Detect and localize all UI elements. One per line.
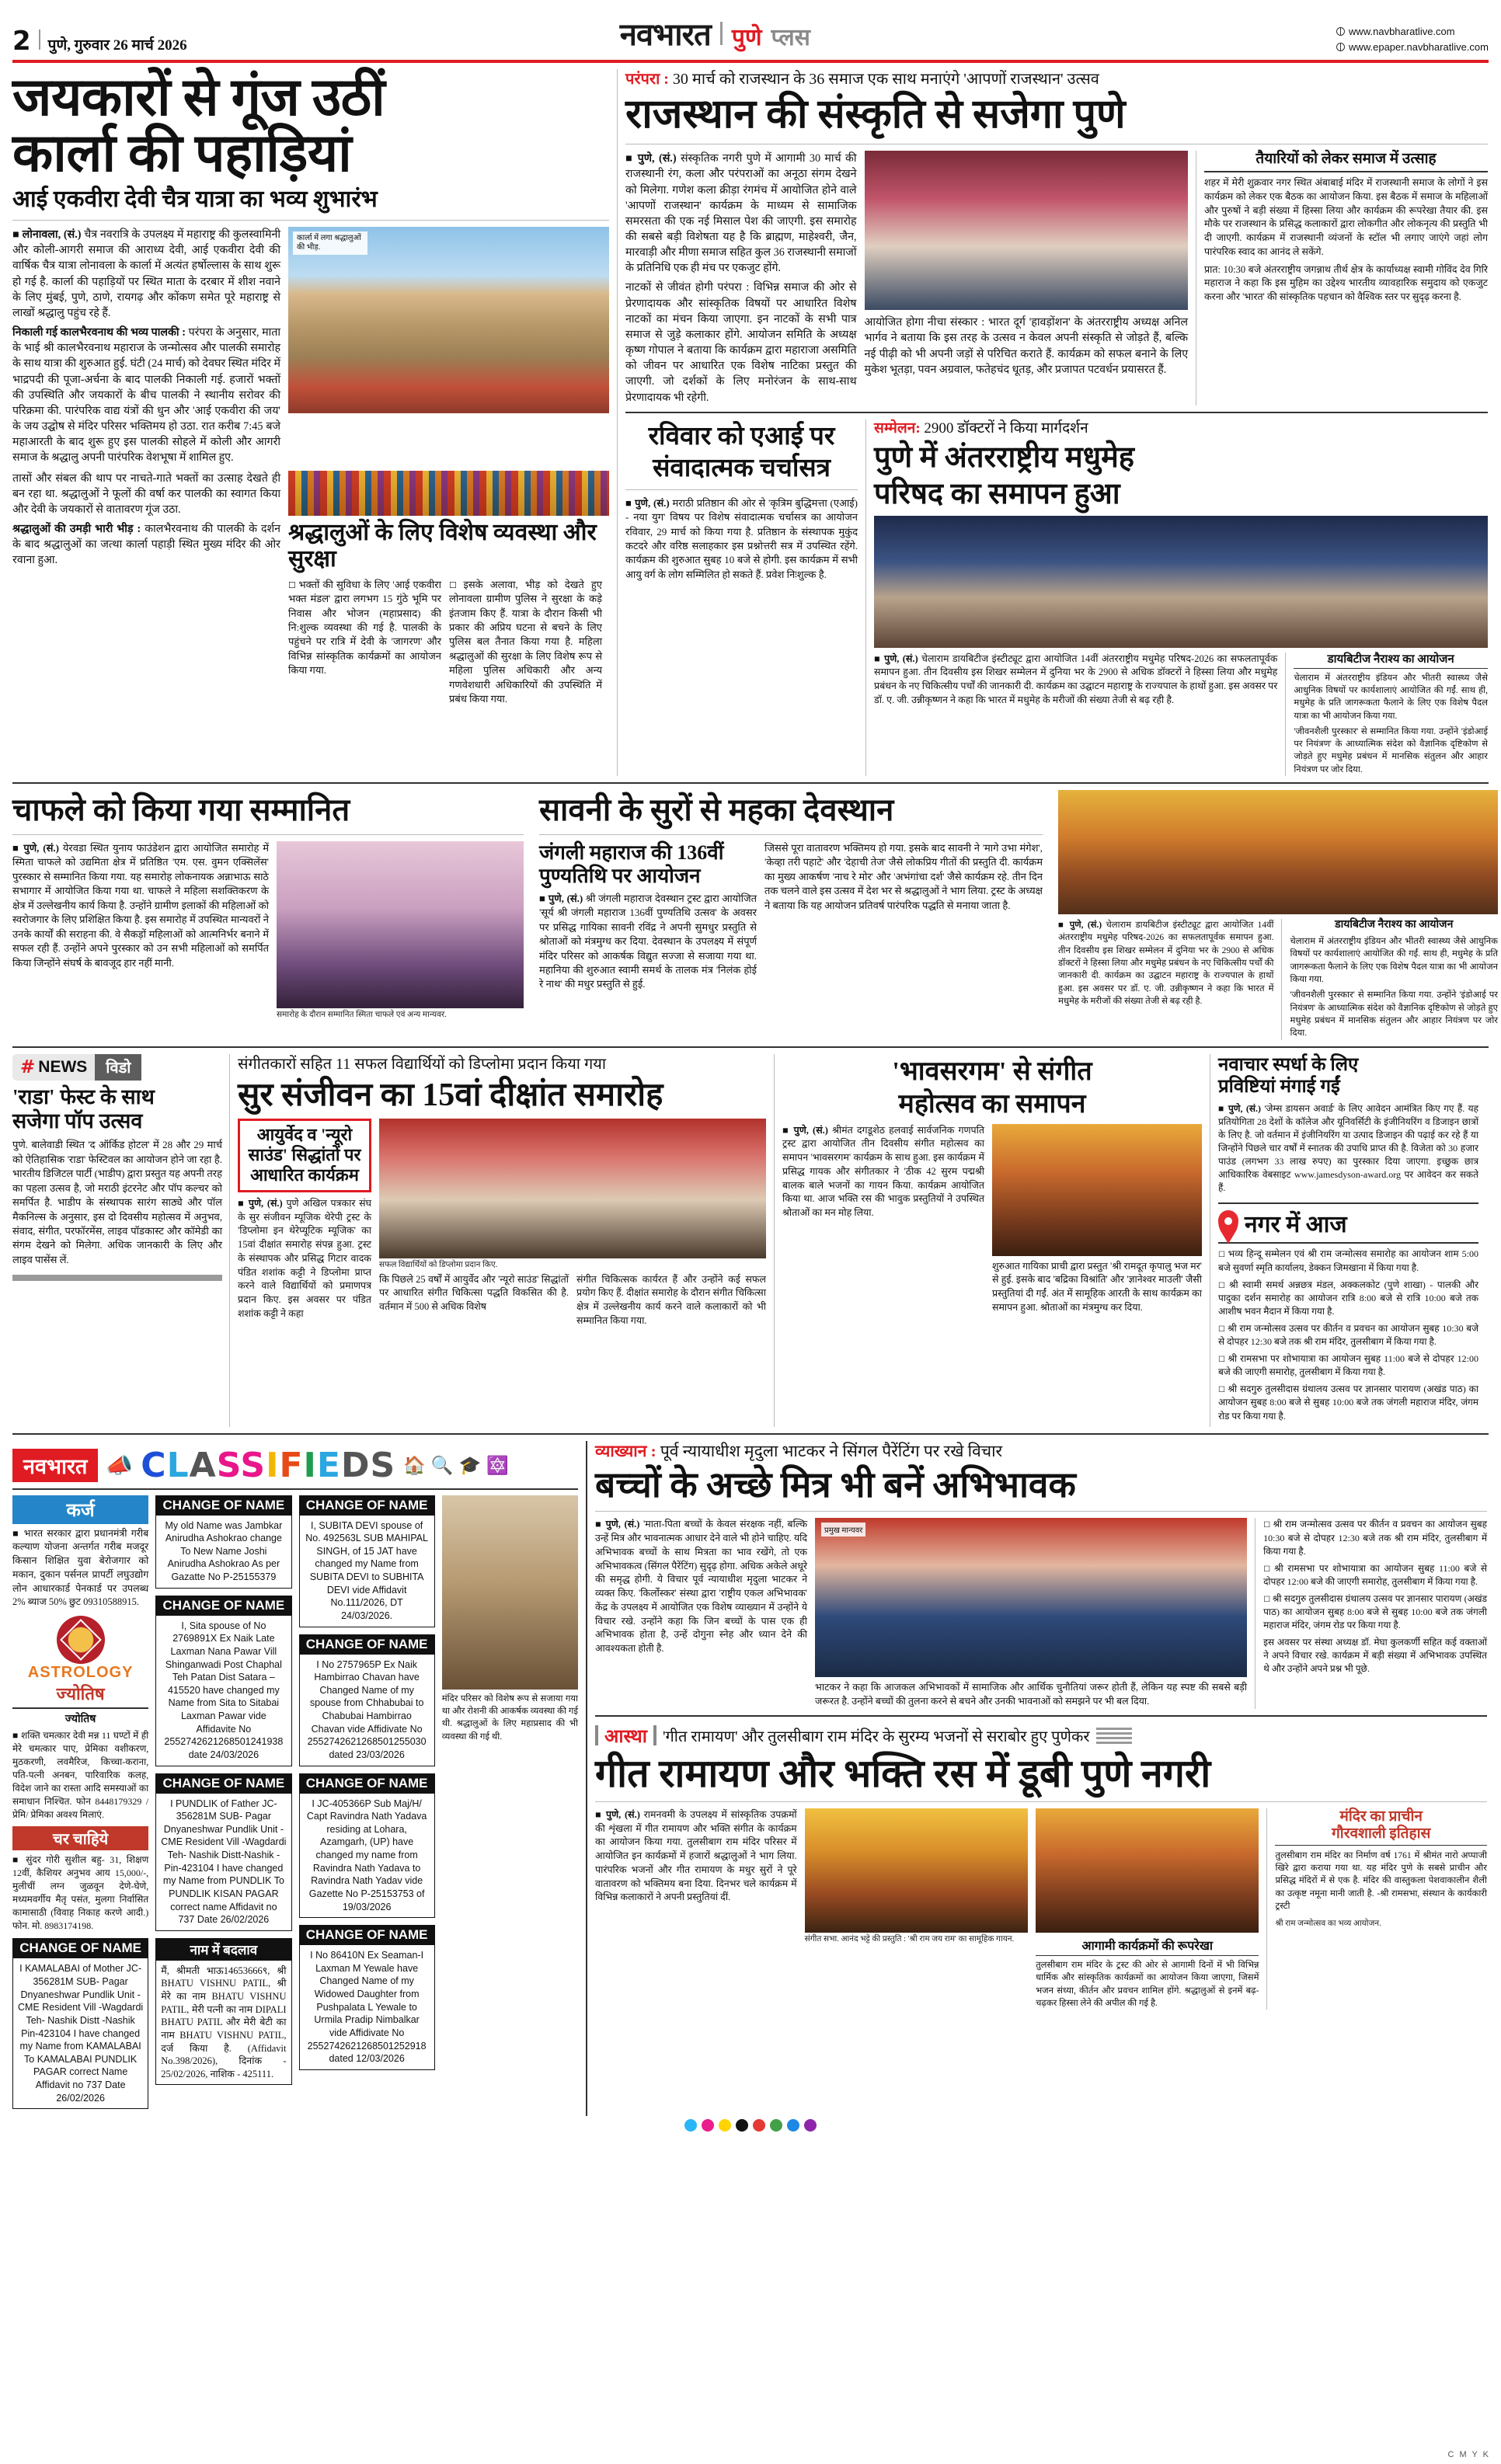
nagar-today-list bbox=[1218, 1248, 1478, 1422]
mandir-history-title-2: गौरवशाली इतिहास bbox=[1275, 1825, 1487, 1846]
ad-body: I No 86410N Ex Seaman-I Laxman M Yewale have Changed Name of my Widowed Daughter from Pushpalata L Yewale to Urmila Pradip Nimbalkar vide Affidivate No 2552742621268501252918 dated 12/03/2026 bbox=[299, 1945, 435, 2070]
classifieds-logo: नवभारत bbox=[12, 1449, 98, 1482]
special-arrangement-title: श्रद्धालुओं के लिए विशेष व्यवस्था और सुरक्षा bbox=[288, 519, 597, 572]
classified-ad bbox=[155, 1495, 291, 1589]
nagar-repeat-4: ☐ श्री रामसभा पर शोभायात्रा का आयोजन सुबह 11:00 बजे से दोपहर 12:00 बजे की जाएगी समारोह, तुलसीबाग में किया गया है. bbox=[1263, 1562, 1487, 1587]
news-badge bbox=[12, 1054, 95, 1081]
vyakhyan-photo bbox=[815, 1518, 1247, 1677]
nagar-item: ☐ भव्य हिन्दू सम्मेलन एवं श्री राम जन्मोत्सव समारोह का आयोजन शाम 5:00 बजे सुवर्णा स्मृति कार्यालय, डेक्कन जिमखाना में किया गया है. bbox=[1218, 1248, 1478, 1273]
location-pin-icon bbox=[1218, 1210, 1238, 1237]
ad-body: I, Sita spouse of No 2769891X Ex Naik Late Laxman Nana Pawar Vill Shinganwadi Post Chaphal Teh Patan Dist Satara – 415520 have changed my Name from Sita to Sitabai Laxman Pawar vide Affidavite No 2552742621268501241938 date 24/03/2026 bbox=[155, 1616, 291, 1766]
lead-dateline: ■ लोनावला, (सं.) bbox=[12, 228, 82, 242]
color-dot bbox=[804, 2119, 817, 2132]
classified-ad bbox=[12, 1938, 148, 2109]
rajasthan-side-kicker: तैयारियों को लेकर समाज में उत्साह bbox=[1204, 151, 1488, 172]
divider bbox=[12, 220, 609, 221]
hash-icon: # bbox=[20, 1056, 36, 1077]
ad-header: CHANGE OF NAME bbox=[155, 1773, 291, 1794]
website-epaper[interactable]: www.epaper.navbharatlive.com bbox=[1349, 40, 1489, 53]
ad-body: I PUNDLIK of Father JC-356281M SUB- Pagar Dnyaneshwar Pundlik Unit -CME Resident Vill -Wagdardi Teh- Nashik Distt-Nashik - Pin-423104 I have changed my Name from PUNDLIK To PUNDLIK KISAN PAGAR correct name Affidavit no 737 Date 26/02/2026 bbox=[155, 1794, 291, 1931]
rajasthan-body-2: नाटकों से जीवंत होगी परंपरा : विभिन्न समाज की ओर से प्रेरणादायक और सांस्कृतिक विषयों पर आधारित विशेष नाटकों का मंचन किया जाएगा. इन नाटकों के सभी पात्र समाज से जुड़े कलाकार होंगे. आयोजन समिति के अध्यक्ष कृष्ण गोपाल ने बताया कि कार्यक्रम द्वारा महाराजा असमिति को जीवन पर आधारित एक विशेष नाटिका प्रस्तुत की जाएगी. जो दर्शकों के लिए मनोरंजन के साथ-साथ प्रेरणादायक भी रहेगी. bbox=[625, 281, 857, 404]
tag-bar bbox=[595, 1725, 598, 1745]
news-video-article bbox=[12, 1054, 230, 1427]
classified-ad bbox=[155, 1596, 291, 1766]
column-divider bbox=[774, 1054, 775, 1427]
astrology-ad-body: ■ शक्ति चमत्कार देवी मन्न 11 घण्टों में ही मेरे चमत्कार पाए, प्रेमिका वशीकरण, मुठकरणी, लवमैरिज, किच्चा-कराना, पति-पत्नी अनबन, पारिवारिक कलह, विदेश जाने का रास्ता आदि समस्याओं का समाधान निश्चित. फोन 8448179329 / प्रेमि/ प्रेमिका अवश्य मिलाएं. bbox=[12, 1730, 149, 1821]
video-label: विडो bbox=[95, 1054, 141, 1081]
ad-header: CHANGE OF NAME bbox=[155, 1596, 291, 1616]
ad-header: CHANGE OF NAME bbox=[299, 1925, 435, 1945]
lead-article bbox=[12, 69, 609, 776]
classifieds-col-3 bbox=[299, 1495, 435, 2117]
website-main[interactable]: www.navbharatlive.com bbox=[1349, 26, 1455, 37]
color-dot bbox=[753, 2119, 765, 2132]
savani-body: ■ पुणे, (सं.) श्री जंगली महाराज देवस्थान ट्रस्ट द्वारा आयोजित 'सूर्य श्री जंगली महाराज 136वीं पुण्यतिथि उत्सव' के अवसर पर प्रसिद्ध गायिका सावनी रविंद्र ने अपनी सुमधुर प्रस्तुति से श्रोताओं को मंत्रमुग्ध कर दिया. देवस्थान के उपलक्ष्य में संपूर्ण मंदिर परिसर को आकर्षक विद्युत सज्जा से सजाया गया था. महानिया की शुरुआत स्वामी समर्थ के तालक मंत्र 'निलंक होई रे नाथ' की मधुर प्रस्तुति से हुई. bbox=[539, 892, 757, 990]
cmyk-mark: C M Y K bbox=[1447, 2450, 1490, 2459]
savani-body-2: जिससे पूरा वातावरण भक्तिमय हो गया. इसके बाद सावनी ने 'मागे उभा मंगेश', 'केव्हा तरी पहाटे' और 'देहाची तेज' जैसे लोकप्रिय गीतों की प्रस्तुति दी. कार्यक्रम का मुख्य आकर्षण 'नाच रे मोर' और 'अभंगांचा दर्श' जैसे कार्यक्रम रहे. तीन दिन तक चलने वाले इस उत्सव में देश भर से श्रद्धालुओं ने भाग लिया. ट्रस्ट के अध्यक्ष ने बताया कि यह आयोजन प्रतिवर्ष पारंपरिक पद्धति से मनाया जाता है. bbox=[764, 841, 1043, 911]
lead-photo-karla-hill: कार्ला में लगा श्रद्धालुओं की भीड़. bbox=[288, 227, 609, 413]
divider bbox=[595, 1511, 1487, 1512]
logo-separator bbox=[720, 22, 723, 45]
diabetes-side-title: डायबिटीज नैराश्य का आयोजन bbox=[1335, 919, 1454, 931]
lead-body-2: निकाली गई कालभैरवनाथ की भव्य पालकी : परंपरा के अनुसार, माता के भाई श्री कालभैरवनाथ महाराज के जन्मोत्सव और पालकी समारोह के साथ यात्रा की शुरुआत हुई. घंटी (24 मार्च) को देवघर स्थित मंदिर में भाद्रपदी की पूजा-अर्चना के बाद पालकी निकाली गई. हजारों भक्तों की उपस्थिति और जयकारों के बीच पालकी ने स्थानीय सरोवर की परिक्रमा की. पारंपरिक वाद्य यंत्रों की धुन और 'आई एकवीरा की जय' के जय उद्घोष से मंदिर परिसर भक्तिमय हो उठा. रात करीब 7:45 बजे महाआरती के बाद शुरू हुए इस पालकी सोहले में कोली और आगरी समाज के श्रद्धालु अपनी पारंपरिक वेशभूषा में शामिल हुए. bbox=[12, 326, 281, 465]
graduation-cap-icon: 🎓 bbox=[458, 1454, 482, 1475]
second-band bbox=[12, 790, 1498, 1039]
ad-header: CHANGE OF NAME bbox=[299, 1495, 435, 1516]
devasthan-photo bbox=[1058, 790, 1498, 914]
madhumeh-photo bbox=[874, 516, 1488, 648]
color-dot bbox=[684, 2119, 697, 2132]
bhav-body: ■ पुणे, (सं.) श्रीमंत दगडूशेठ हलवाई सार्वजनिक गणपति ट्रस्ट द्वारा आयोजित तीन दिवसीय संगीत महोत्सव का समापन 'भावसरगम' कार्यक्रम के साथ हुआ. इस कार्यक्रम में प्रसिद्ध गायक और संगीतकार ने 'ठीक 42 सुरम पद्मश्री बालक बाले भजनों का गायन किया. कार्यक्रम आयोजित किया था. आज भक्ति रस की भावुक प्रस्तुतियों ने उपस्थित श्रोताओं का मन मोह लिया. bbox=[782, 1124, 984, 1219]
geet-caption-1: संगीत सभा. आनंद भट्टे की प्रस्तुति : 'श्री राम जय राम' का सामूहिक गायन. bbox=[804, 1934, 1015, 1944]
bottom-section bbox=[12, 1441, 1489, 2117]
diabetes-side-body: चेलाराम में अंतरराष्ट्रीय इंडियन और भीतरी स्वास्थ्य जैसे आधुनिक विषयों पर कार्यशालाएं आयोजित की गईं. साथ ही, मधुमेह के प्रति जागरूकता फैलाने के लिए एक विशेष पैदल यात्रा का भी आयोजन किया गया. bbox=[1290, 936, 1498, 984]
ad-body: मैं, श्रीमती भाऊ14653666९, श्री BHATU VISHNU PATIL, श्री मेरे का नाम BHATU VISHNU PATIL, मेरी पत्नी का नाम DIPALI BHATU PATIL और मेरी बेटी का नाम BHATU VISHNU PATIL, दर्ज किया है. (Affidavit No.398/2026), दिनांक - 25/02/2026, नाशिक - 425111. bbox=[155, 1961, 291, 2086]
bhav-photo bbox=[992, 1124, 1202, 1256]
loan-section-header: कर्ज bbox=[12, 1495, 148, 1524]
classified-ad bbox=[299, 1495, 435, 1627]
sur-caption: सफल विद्यार्थियों को डिप्लोमा प्रदान किए. bbox=[379, 1260, 498, 1269]
ad-header: CHANGE OF NAME bbox=[299, 1634, 435, 1655]
astrology-emblem bbox=[12, 1616, 148, 1726]
logo-city: पुणे bbox=[731, 25, 762, 50]
savani-headline: सावनी के सुरों से महका देवस्थान bbox=[539, 792, 894, 828]
geet-side-title: आगामी कार्यक्रमों की रूपरेखा bbox=[1036, 1937, 1259, 1956]
ravivar-body: ■ पुणे, (सं.) मराठी प्रतिष्ठान की ओर से 'कृत्रिम बुद्धिमत्ता (एआई) - नया युग' विषय पर विशेष संवादात्मक चर्चासत्र का आयोजन रविवार, 29 मार्च को किया गया है. प्रतिष्ठान के संस्थापक मुकुंद कटदरे और वरिष्ठ सलाहकार इस प्रश्नोत्तरी सत्र में उपस्थित रहेंगे. कार्यक्रम की शुरुआत सुबह 10 बजे से होगी. इस कार्यक्रम में सभी आयु वर्ग के लोग सम्मिलित हो सकते हैं. प्रवेश निःशुल्क है. bbox=[625, 496, 858, 580]
lead-body-3: तासों और संबल की थाप पर नाचते-गाते भक्तों का उत्साह देखते ही बन रहा था. श्रद्धालुओं ने फूलों की वर्षा कर पालकी का स्वागत किया और देवी के जयकारों से वातावरण गूंज उठा. bbox=[12, 472, 280, 516]
vyakhyan-body-3: इस अवसर पर संस्था अध्यक्ष डॉ. मेघा कुलकर्णी सहित कई वक्ताओं ने अपने विचार रखे. कार्यक्रम में बड़ी संख्या में अभिभावक उपस्थित थे और उन्होंने अपने प्रश्न भी पूछे. bbox=[1263, 1637, 1487, 1675]
column-divider bbox=[1285, 653, 1286, 777]
mandir-history-title-1: मंदिर का प्राचीन bbox=[1339, 1808, 1423, 1825]
classifieds-word: CLASSIFIEDS bbox=[141, 1445, 396, 1485]
color-dot bbox=[719, 2119, 731, 2132]
savani-subhead-2: पुण्यतिथि पर आयोजन bbox=[539, 864, 701, 887]
ad-header: CHANGE OF NAME bbox=[299, 1773, 435, 1794]
chaphale-article bbox=[12, 790, 524, 1039]
color-dot bbox=[787, 2119, 799, 2132]
logo-navbharat: नवभारत bbox=[619, 17, 711, 52]
rajasthan-article bbox=[625, 69, 1488, 776]
sur-kicker: संगीतकारों सहित 11 सफल विद्यार्थियों को डिप्लोमा प्रदान किया गया bbox=[238, 1055, 607, 1073]
divider bbox=[595, 1715, 1487, 1717]
char-section-header: चर चाहिये bbox=[12, 1826, 148, 1850]
navachar-body: ■ पुणे, (सं.) 'जेम्स डायसन अवार्ड' के लिए आवेदन आमंत्रित किए गए हैं. यह प्रतियोगिता 28 देशों के कॉलेज और यूनिवर्सिटी के इंजीनियरिंग व डिजाइन छात्रों के लिए है. जो वर्तमान में इंजीनियरिंग या उत्पाद डिजाइन की पढ़ाई कर रहे हैं या जिन्होंने पिछले चार वर्षों में स्नातक की उपाधि प्राप्त की है. विजेता को 30 हजार पाउंड (लगभग 33 लाख रुपए) का पुरस्कार दिया जाएगा. इच्छुक छात्र आधिकारिक वेबसाइट www.jamesdyson-award.org पर आवेदन कर सकते हैं. bbox=[1218, 1103, 1478, 1194]
astrology-icon: 🔯 bbox=[486, 1454, 509, 1475]
astrology-sub: ज्योतिष bbox=[64, 1714, 96, 1726]
ad-body: I, SUBITA DEVI spouse of No. 492563L SUB MAHIPAL SINGH, of 15 JAT have changed my Name from SUBITA DEVI to SUBHITA DEVI vide Affidavit No.111/2026, DT 24/03/2026. bbox=[299, 1516, 435, 1627]
box-item-2: ☐ इसके अलावा, भीड़ को देखते हुए लोनावला ग्रामीण पुलिस ने सुरक्षा के कड़े इंतजाम किए हैं. यात्रा के दौरान किसी भी प्रकार की अप्रिय घटना से बचने के लिए पुलिस बल तैनात किया गया है. महिला श्रद्धालुओं की सुरक्षा के लिए विशेष रूप से महिला पुलिस अधिकारी और अन्य गणवेशधारी अधिकारियों की उपस्थिति में प्रबंध किया गया. bbox=[449, 578, 602, 705]
classified-ad bbox=[155, 1773, 291, 1931]
bhav-headline-1: 'भावसरगम' से संगीत bbox=[892, 1056, 1092, 1086]
lead-headline-line2: कार्ला की पहाड़ियां bbox=[12, 124, 352, 183]
sur-headline: सुर संजीवन का 15वां दीक्षांत समारोह bbox=[238, 1077, 663, 1113]
ravivar-headline-2: संवादात्मक चर्चासत्र bbox=[653, 454, 831, 482]
rada-body: पुणे. बालेवाडी स्थित 'द ऑर्किड होटल' में 28 और 29 मार्च को ऐतिहासिक 'राडा' फेस्टिवल का आयोजन होने जा रहा है. भारतीय डिजिटल पार्टी (भाडीप) द्वारा प्रस्तुत यह अपनी तरह का पहला उत्सव है, जो मराठी इंटरनेट और पॉप कल्चर को समर्पित है. भाडीप के संस्थापक सारंग साठ्ये और पॉल मैकनिल्स के अनुसार, इस दो दिवसीय महोत्सव में अनुभव, संवाद, संगीत, परफॉरमेंस, लाइव पॉडकास्ट और कॉमेडी का संगम देखने को मिलेगा. अधिक जानकारी के लिए और लाइव पासेंस लें. bbox=[12, 1139, 222, 1265]
footer-bar bbox=[12, 1275, 222, 1281]
divider bbox=[539, 834, 1043, 835]
divider bbox=[595, 1801, 1487, 1802]
news-label: NEWS bbox=[38, 1057, 88, 1076]
ad-body: I No 2757965P Ex Naik Hambirrao Chavan have Changed Name of my spouse from Chhabubai to Chabubai Hambirrao Chavan vide Affidivate No 2552742621268501255030 dated 23/03/2026 bbox=[299, 1655, 435, 1766]
madhumeh-article bbox=[874, 419, 1488, 776]
third-band bbox=[12, 1054, 1489, 1427]
madhumeh-side-body: चेलाराम में अंतरराष्ट्रीय इंडियन और भीतरी स्वास्थ्य जैसे आधुनिक विषयों पर कार्यशालाएं आयोजित की गईं. साथ ही, मधुमेह के प्रति जागरूकता फैलाने के लिए एक विशेष पैदल यात्रा का भी आयोजन किया गया. bbox=[1294, 673, 1488, 721]
char-ad-body: ■ सुंदर गोरी सुशील बहु- 31, शिक्षण 12वीं, कैशियर अनुभव आय 15,000/-, मुलीचीं लग्न जुळवून देणे-घेणे, मध्यमवर्गीय मैतृ पसंत, मुलगा निर्वासित कामासाठी (विवाह निकाह करणे आदी.) फोन. मो. 8983174198. bbox=[12, 1854, 149, 1932]
nagar-item: ☐ श्री रामसभा पर शोभायात्रा का आयोजन सुबह 11:00 बजे से दोपहर 12:00 बजे की जाएगी समारोह, तुलसीबाग में किया गया है. bbox=[1218, 1353, 1479, 1378]
masthead-left bbox=[12, 26, 187, 57]
chaphale-headline: चाफले को किया गया सम्मानित bbox=[12, 792, 350, 828]
column-divider bbox=[1266, 1808, 1267, 2010]
ad-body: I JC-405366P Sub Maj/H/ Capt Ravindra Nath Yadava residing at Lohara, Azamgarh, (UP) have changed my name from Ravindra Nath Yadava to Ravindra Nath Yadav vide Gazette No P-25153753 of 19/03/2026 bbox=[299, 1794, 435, 1919]
sur-body-3: संगीत चिकित्सक कार्यरत हैं और उन्होंने कई सफल प्रयोग किए हैं. दीक्षांत समारोह के दौरान संगीत चिकित्सा क्षेत्र में उल्लेखनीय कार्य करने वाले कलाकारों को भी सम्मानित किया गया. bbox=[576, 1273, 766, 1326]
section-divider bbox=[12, 1046, 1489, 1048]
geet-kicker: 'गीत रामायण' और तुलसीबाग राम मंदिर के सुरम्य भजनों से सराबोर हुए पुणेकर bbox=[662, 1728, 1090, 1745]
madhumeh-side-title: डायबिटीज नैराश्य का आयोजन bbox=[1294, 653, 1488, 669]
house-icon: 🏠 bbox=[403, 1454, 426, 1475]
rajasthan-body-1: ■ पुणे, (सं.) संस्कृतिक नगरी पुणे में आगामी 30 मार्च की राजस्थानी रंग, कला और परंपराओं का अनूठा संगम देखने को मिलेगा. गणेश कला क्रीड़ा रंगमंच में आयोजित होने वाले 'आपणों राजस्थान' कार्यक्रम के माध्यम से सामाजिक समरसता की एक नई मिसाल पेश की जाएगी. इस समारोह की सबसे बड़ी विशेषता यह है कि ब्राह्मण, माहेश्वरी, जैन, मारवाड़ी और मीणा समाज सहित कुल 36 राजस्थानी समाजों के प्रतिनिधि एक ही मंच पर एकजुट होंगे. bbox=[625, 152, 857, 275]
madhumeh-kicker: सम्मेलन: 2900 डॉक्टरों ने किया मार्गदर्शन bbox=[874, 419, 1088, 437]
lines-icon bbox=[1096, 1728, 1132, 1744]
ad-body: My old Name was Jambkar Anirudha Ashokrao change To New Name Joshi Anirudha Ashokrao As per Gazatte No P-25155379 bbox=[155, 1516, 291, 1589]
bhav-body-2: शुरुआत गायिका प्राची द्वारा प्रस्तुत 'श्री रामदूत कृपालु भज मर' से हुई. इसके बाद 'बद्रिका विश्रांति' और 'ज्ञानेश्वर माउली' जैसी प्रस्तुतियां दी गईं. अंत में सामूहिक आरती के साथ कार्यक्रम का समापन हुआ. श्रोताओं का मंत्रमुग्ध कर दिया. bbox=[992, 1260, 1202, 1313]
rada-headline-1: 'राडा' फेस्ट के साथ bbox=[12, 1084, 155, 1108]
rajasthan-headline: राजस्थान की संस्कृति से सजेगा पुणे bbox=[625, 92, 1126, 137]
classified-ad bbox=[299, 1634, 435, 1766]
megaphone-icon: 📣 bbox=[106, 1453, 134, 1477]
sur-photo bbox=[379, 1119, 766, 1258]
search-icon: 🔍 bbox=[430, 1454, 454, 1475]
vyakhyan-kicker: व्याख्यान : पूर्व न्यायाधीश मृदुला भाटकर ने सिंगल पैरेंटिंग पर रखे विचार bbox=[595, 1441, 1003, 1460]
geet-photo-1 bbox=[805, 1808, 1028, 1933]
madhumeh-body: ■ पुणे, (सं.) चेलाराम डायबिटीज इंस्टीट्यूट द्वारा आयोजित 14वीं अंतरराष्ट्रीय मधुमेह परिषद-2026 का सफलतापूर्वक समापन हुआ. तीन दिवसीय इस शिखर सम्मेलन में दुनिया भर के 2900 से अधिक डॉक्टरों ने हिस्सा लिया और मधुमेह प्रबंधन के नए चिकित्सीय पर्चों की जानकारी दी. कार्यक्रम का उद्घाटन महाराष्ट्र के राज्यपाल के हाथों हुआ. इस अवसर पर डॉ. ए. जी. उन्नीकृष्णन ने कहा कि भारत में मधुमेह के मरीजों की संख्या तेजी से बढ़ रही है. bbox=[874, 653, 1278, 705]
nagar-repeat-5: ☐ श्री सदगुरु तुलसीदास ग्रंथालय उत्सव पर ज्ञानसार पारायण (अखंड पाठ) का आयोजन सुबह 8:00 बजे से सुबह 10:00 बजे तक जंगली महाराज मंदिर, जंगम रोड पर किया गया है. bbox=[1263, 1592, 1488, 1631]
classifieds-col-1 bbox=[12, 1495, 148, 2117]
column-divider bbox=[617, 69, 618, 776]
temple-figure-photo bbox=[442, 1495, 578, 1690]
date-line: पुणे, गुरुवार 26 मार्च 2026 bbox=[47, 37, 187, 54]
nagar-repeat-3: ☐ श्री राम जन्मोत्सव उत्सव पर कीर्तन व प्रवचन का आयोजन सुबह 10:30 बजे से दोपहर 12:30 बजे तक श्री राम मंदिर, तुलसीबाग में किया गया है. bbox=[1263, 1519, 1487, 1557]
classifieds-col-4 bbox=[442, 1495, 578, 2117]
right-bottom-section bbox=[595, 1441, 1487, 2117]
sur-box-headline: आयुर्वेद व 'न्यूरो साउंड' सिद्धांतों पर आधारित कार्यक्रम bbox=[238, 1119, 371, 1192]
geet-ramayan-article bbox=[595, 1723, 1487, 2010]
color-dot bbox=[736, 2119, 748, 2132]
astrology-star-icon bbox=[57, 1616, 105, 1664]
ad-header: CHANGE OF NAME bbox=[155, 1495, 291, 1516]
section-divider bbox=[12, 782, 1489, 784]
devasthan-photo-block bbox=[1058, 790, 1498, 1039]
savani-article bbox=[539, 790, 1043, 1039]
masthead-logo[interactable] bbox=[620, 12, 810, 54]
color-dot bbox=[702, 2119, 714, 2132]
aastha-label: आस्था bbox=[604, 1726, 647, 1747]
classifieds-icons bbox=[403, 1455, 509, 1476]
lead-photo-crowd bbox=[288, 471, 609, 516]
geet-body: ■ पुणे, (सं.) रामनवमी के उपलक्ष्य में सांस्कृतिक उपक्रमों की शृंखला में गीत रामायण और भक्ति संगीत के कार्यक्रम का आयोजन किया गया. तुलसीबाग राम मंदिर परिसर में आयोजित इन कार्यक्रमों में हजारों श्रद्धालुओं ने भाग लिया. पारंपरिक भजनों और गीत रामायण के मधुर सुरों ने पूरे वातावरण को भक्तिमय बना दिया. दिनभर चले कार्यक्रम में विभिन्न कलाकारों ने अपनी प्रस्तुतियां दीं. bbox=[595, 1808, 797, 1903]
nagar-today-header bbox=[1218, 1202, 1478, 1244]
tag-bar bbox=[653, 1725, 656, 1745]
news-video-badge[interactable] bbox=[12, 1054, 179, 1081]
color-dot bbox=[770, 2119, 782, 2132]
column-divider bbox=[1281, 919, 1282, 1039]
geet-caption-2: श्री राम जन्मोत्सव का भव्य आयोजन. bbox=[1275, 1919, 1381, 1929]
nagar-item: ☐ श्री राम जन्मोत्सव उत्सव पर कीर्तन व प्रवचन का आयोजन सुबह 10:30 बजे से दोपहर 12:30 बजे तक श्री राम मंदिर, तुलसीबाग में किया गया है. bbox=[1218, 1322, 1478, 1348]
classified-ad bbox=[155, 1938, 291, 2086]
photo-label: प्रमुख मान्यवर bbox=[821, 1523, 865, 1537]
rada-headline-2: सजेगा पॉप उत्सव bbox=[12, 1109, 143, 1133]
lead-body-4: श्रद्धालुओं की उमड़ी भारी भीड़ : कालभैरवनाथ की पालकी के दर्शन के बाद श्रद्धालुओं का जत्था कार्ला पहाड़ी स्थित मुख्य मंदिर की ओर रवाना हुआ. bbox=[12, 522, 281, 567]
top-section bbox=[12, 69, 1489, 776]
rajasthan-photo bbox=[865, 151, 1189, 310]
vyakhyan-body-2: भाटकर ने कहा कि आजकल अभिभावकों में सामाजिक और आर्थिक चुनौतियां जरूर होती हैं, लेकिन यह स्पष्ट की सबसे बड़ी जरूरत है. उन्होंने बच्चों की तुलना करने से बचने और उनकी भावनाओं को समझने पर भी बल दिया. bbox=[815, 1682, 1248, 1707]
rajasthan-body-3: आयोजित होगा नीचा संस्कार : भारत दूर्ग 'हावड़ोंशन' के अंतरराष्ट्रीय अध्यक्ष अनिल भार्गव ने बताया कि इस तरह के उत्सव न केवल अपनी संस्कृति से जोड़ते हैं, बल्कि नई पीढ़ी को भी अपनी जड़ों से परिचित कराते हैं. कार्यक्रम को सफल बनाने के लिए मुकेश भूतड़ा, पवन अग्रवाल, फतेहचंद धूतड़, और प्रजापत पटवर्धन प्रयासरत हैं. bbox=[864, 316, 1189, 376]
box-item-1: ☐ भक्तों की सुविधा के लिए 'आई एकवीरा भक्त मंडल' द्वारा लगभग 15 गुंठे भूमि पर निवास और भोजन (महाप्रसाद) की नि:शुल्क व्यवस्था की गई है. पालकी के पहुंचने पर रात्रि में देवी के 'जागरण' और विभिन्न सांस्कृतिक कार्यक्रमों का आयोजन किया गया. bbox=[288, 578, 441, 677]
mandir-note: मंदिर परिसर को विशेष रूप से सजाया गया था और रोशनी की आकर्षक व्यवस्था की गई थी. श्रद्धालुओं के लिए महाप्रसाद की भी व्यवस्था की गई थी. bbox=[441, 1693, 578, 1742]
nagar-item: ☐ श्री सदगुरु तुलसीदास ग्रंथालय उत्सव पर ज्ञानसार पारायण (अखंड पाठ) का आयोजन सुबह 8:00 बजे से सुबह 10:00 बजे तक जंगली महाराज मंदिर, जंगम रोड पर किया गया है. bbox=[1218, 1383, 1479, 1422]
vyakhyan-headline: बच्चों के अच्छे मित्र भी बनें अभिभावक bbox=[595, 1464, 1076, 1505]
divider bbox=[12, 834, 524, 835]
globe-icon bbox=[1336, 27, 1345, 36]
vyakhyan-body: ■ पुणे, (सं.) 'माता-पिता बच्चों के केवल संरक्षक नहीं, बल्कि उन्हें मित्र और भावनात्मक आधार देने वाले भी होने चाहिए. यदि अभिभावक बच्चों के साथ मित्रता का भाव रखेंगे, तो एक अभिभावकत्व (सिंगल पैरेंटिंग) सुदृढ़ होगा. अधिक अकेले अधूरे की समृद्ध होगी. ये विचार पूर्व न्यायाधीश मृदुला भाटकर ने व्यक्त किए. 'किर्लोस्कर' संस्था द्वारा 'राष्ट्रीय एकल अभिभावक' केंद्र के उपलक्ष्य में आयोजित एक विशेष व्याख्यान में उन्होंने ये विचार रखे. उन्होंने कहा कि जिन बच्चों के पास एक ही अभिभावक होता है, उन्हें दोगुना स्नेह और ध्यान देने की आवश्यकता होती है. bbox=[595, 1519, 808, 1655]
geet-photo-2 bbox=[1036, 1808, 1259, 1933]
sur-body: ■ पुणे, (सं.) पुणे अखिल पत्रकार संघ के सुर संजीवन म्यूजिक थेरेपी ट्रस्ट के 'डिप्लोमा इन थेरेप्यूटिक म्यूजिक' का 15वां दीक्षांत समारोह संपन्न हुआ. ट्रस्ट के संस्थापक और प्रसिद्ध गिटार वादक पंडित शशांक कट्टी ने डिप्लोमा प्राप्त करने वाले विद्यार्थियों को प्रमाणपत्र प्रदान किए. इस अवसर पर पंडित शशांक कट्टी ने कहा bbox=[238, 1197, 372, 1319]
loan-ad-body: ■ भारत सरकार द्वारा प्रधानमंत्री गरीब कल्याण योजना अन्तर्गत गरीब मजदूर किसान शिक्षित युवा बेरोजगार को मकान, दुकान पर्सनल प्रापर्टी लघुउद्योग लोन आधारकार्ड पेनकार्ड पर उपलब्ध 2% ब्याज 50% छुट 09310588915. bbox=[12, 1527, 149, 1608]
rajasthan-side-body-2: प्रात: 10:30 बजे अंतरराष्ट्रीय जगन्नाथ तीर्थ क्षेत्र के कार्याध्यक्ष स्वामी गोविंद देव गिरि महाराज ने कहा कि इस मुहिम का उद्देश्य भारतीय व्यावहारिक समुदाय को एकजुट करना और 'भारत' की सांस्कृतिक पहचान को वैश्विक स्तर पर सुदृढ़ करना है. bbox=[1204, 263, 1488, 303]
rajasthan-kicker: परंपरा : 30 मार्च को राजस्थान के 36 समाज एक साथ मनाएंगे 'आपणों राजस्थान' उत्सव bbox=[625, 71, 1099, 88]
madhumeh-extra-1: ■ पुणे, (सं.) चेलाराम डायबिटीज इंस्टीट्यूट द्वारा आयोजित 14वीं अंतरराष्ट्रीय मधुमेह परिषद-2026 का सफलतापूर्वक समापन हुआ. तीन दिवसीय इस शिखर सम्मेलन में दुनिया भर के 2900 से अधिक डॉक्टरों ने हिस्सा लिया और मधुमेह प्रबंधन के नए चिकित्सीय पर्चों की जानकारी दी. कार्यक्रम का उद्घाटन महाराष्ट्र के राज्यपाल के हाथों हुआ. इस अवसर पर डॉ. ए. जी. उन्नीकृष्णन ने कहा कि भारत में मधुमेह के मरीजों की संख्या तेजी से बढ़ रही है. bbox=[1058, 921, 1274, 1007]
lead-subheadline: आई एकवीरा देवी चैत्र यात्रा का भव्य शुभारंभ bbox=[12, 186, 378, 213]
sur-sanjivan-article bbox=[238, 1054, 766, 1427]
diabetes-side-body-2: 'जीवनशैली पुरस्कार' से सम्मानित किया गया. उन्होंने 'इंडोआई पर नियंत्रण' के आध्यात्मिक संदेश को वैज्ञानिक दृष्टिकोण से जोड़ते हुए मधुमेह प्रबंधन में मानसिक संतुलन और आहार नियंत्रण पर जोर दिया. bbox=[1290, 990, 1498, 1039]
madhumeh-headline-1: पुणे में अंतरराष्ट्रीय मधुमेह bbox=[874, 441, 1134, 475]
astrology-title-en: ASTROLOGY bbox=[27, 1664, 134, 1682]
page-number: 2 bbox=[12, 26, 31, 57]
classified-ad bbox=[299, 1773, 435, 1919]
nagar-today-title: नगर में आज bbox=[1245, 1212, 1347, 1238]
ad-header: CHANGE OF NAME bbox=[12, 1938, 148, 1958]
lead-body-1: ■ लोनावला, (सं.) चैत्र नवरात्रि के उपलक्ष्य में महाराष्ट्र की कुलस्वामिनी और कोली-आगरी समाज की आराध्य देवी, आई एकवीरा देवी की वार्षिक चैत्र यात्रा लोनावला के कार्ला में अत्यंत हर्षोल्लास के साथ शुरू हो गई है. कार्ला की पहाड़ियों पर स्थित माता के दरबार में शीश नवाने के लिए मुंबई, पुणे, ठाणे, रायगढ़ और कोंकण समेत पूरे महाराष्ट्र से लाखों श्रद्धालु पहुंच रहे हैं. bbox=[12, 228, 281, 319]
navachar-headline-1: नवाचार स्पर्धा के लिए bbox=[1218, 1054, 1359, 1075]
section-divider bbox=[12, 1433, 1489, 1435]
chaphale-caption: समारोह के दौरान सम्मानित स्मिता चाफले एवं अन्य मान्यवर. bbox=[277, 1010, 447, 1019]
madhumeh-side-body-2: 'जीवनशैली पुरस्कार' से सम्मानित किया गया. उन्होंने 'इंडोआई पर नियंत्रण' के आध्यात्मिक संदेश को वैज्ञानिक दृष्टिकोण से जोड़ते हुए मधुमेह प्रबंधन में मानसिक संतुलन और आहार नियंत्रण पर जोर दिया. bbox=[1294, 726, 1488, 774]
logo-plus: प्लस bbox=[771, 25, 810, 50]
color-registration-bar bbox=[12, 2116, 1489, 2132]
bhav-headline-2: महोत्सव का समापन bbox=[898, 1089, 1086, 1119]
column-divider bbox=[865, 419, 866, 776]
sur-body-2: कि पिछले 25 वर्षों में आयुर्वेद और 'न्यूरो साउंड' सिद्धांतों पर आधारित संगीत चिकित्सा पद्धति विकसित की है. वर्तमान में 500 से अधिक विशेष bbox=[379, 1273, 569, 1313]
geet-side-body: तुलसीबाग राम मंदिर के ट्रस्ट की ओर से आगामी दिनों में भी विभिन्न धार्मिक और सांस्कृतिक कार्यक्रमों का आयोजन किया जाएगा, जिसमें भजन संध्या, कीर्तन और प्रवचन शामिल होंगे. श्रद्धालुओं से इनमें बढ़-चढ़कर हिस्सा लेने की अपील की गई है. bbox=[1036, 1960, 1259, 2008]
navachar-block bbox=[1218, 1054, 1478, 1427]
nagar-item: ☐ श्री स्वामी समर्थ अन्नछत्र मंडल, अक्कलकोट (पुणे शाखा) - पालकी और पादुका दर्शन समारोह का आयोजन रात्रि 8:00 बजे से रात्रि 10:00 बजे तक आशीष भवन मैदान में किया गया है. bbox=[1218, 1279, 1478, 1317]
masthead-divider bbox=[39, 30, 40, 50]
ad-body: I KAMALABAI of Mother JC-356281M SUB- Pagar Dnyaneshwar Pundlik Unit -CME Resident Vill -Wagdardi Teh- Nashik Distt -Nashik Pin-423104 I have changed my Name from KAMALABAI To KAMALABAI PUNDLIK PAGAR correct Name Affidavit no 737 Date 26/02/2026 bbox=[12, 1958, 148, 2109]
divider bbox=[625, 412, 1488, 413]
savani-subhead-1: जंगली महाराज की 136वीं bbox=[539, 840, 724, 864]
masthead bbox=[12, 11, 1489, 57]
masthead-websites bbox=[1336, 24, 1489, 54]
bhavsargam-article bbox=[782, 1054, 1202, 1427]
chaphale-photo bbox=[277, 841, 524, 1008]
chaphale-body: ■ पुणे, (सं.) येरवडा स्थित युनाय फाउंडेशन द्वारा आयोजित समारोह में स्मिता चाफले को उद्यमिता क्षेत्र में प्रतिष्ठित 'एम. एस. वुमन एक्सिलेंस' पुरस्कार से सम्मानित किया गया. यह समारोह लोकनायक अन्नाभाऊ साठे सभागार में आयोजित किया गया था. चाफले ने महिला सशक्तिकरण के क्षेत्र में उल्लेखनीय कार्य किया है. उन्होंने ग्रामीण इलाकों की महिलाओं को स्वरोजगार के लिए प्रशिक्षित किया है. इस समारोह में उपस्थित मान्यवरों ने उनके कार्यों की सराहना की. वे सैकड़ों महिलाओं को आत्मनिर्भर बनाने में सफल रही हैं. उन्होंने अपने पुरस्कार को उन सभी महिलाओं को समर्पित किया जिन्होंने संघर्ष के बावजूद हार नहीं मानी. bbox=[12, 841, 270, 969]
classified-ad bbox=[299, 1925, 435, 2070]
globe-icon bbox=[1336, 43, 1345, 51]
geet-headline: गीत रामायण और भक्ति रस में डूबी पुणे नगरी bbox=[595, 1751, 1211, 1795]
classifieds-col-2 bbox=[155, 1495, 291, 2117]
aastha-tag-row bbox=[595, 1723, 1487, 1749]
masthead-red-rule bbox=[12, 60, 1489, 63]
rajasthan-side-body: शहर में मेरी शुक्रवार नगर स्थित अंबाबाई मंदिर में राजस्थानी समाज के लोगों ने इस कार्यक्रम को लेकर एक बैठक का आयोजन किया. इस बैठक में समाज के महिलाओं और पुरुषों ने बड़ी संख्या में हिस्सा लिया और कार्यक्रम की रूपरेखा तैयार की. इस मौके पर राजस्थान के प्रसिद्ध कलाकारों द्वारा लोकगीत और लोकनृत्य की प्रस्तुति भी दी जाएगी. कार्यक्रम में राजस्थानी व्यंजनों के स्टॉल भी लगाए जाएंगे जहां लोग पारंपरिक स्वाद का आनंद ले सकेंगे. bbox=[1204, 177, 1488, 257]
classifieds-band bbox=[12, 1446, 578, 1485]
navachar-headline-2: प्रविष्टियां मंगाई गईं bbox=[1218, 1077, 1340, 1098]
madhumeh-headline-2: परिषद का समापन हुआ bbox=[874, 477, 1120, 510]
ravivar-headline-1: रविवार को एआई पर bbox=[648, 422, 835, 451]
astrology-title-hi: ज्योतिष bbox=[56, 1684, 105, 1704]
divider bbox=[625, 489, 858, 490]
ad-header: नाम में बदलाव bbox=[155, 1938, 291, 1961]
mandir-history-body: तुलसीबाग राम मंदिर का निर्माण वर्ष 1761 में श्रीमंत नारो अप्पाजी खिरे द्वारा कराया गया था. यह मंदिर पुणे के सबसे प्राचीन और प्रसिद्ध मंदिरों में से एक है. मंदिर की वास्तुकला पेशवाकालीन शैली का उत्कृष्ट नमूना मानी जाती है. -श्री रामसभा, संस्थान के कार्यकारी ट्रस्टी bbox=[1275, 1850, 1487, 1911]
classifieds-section bbox=[12, 1441, 587, 2117]
lead-headline-line1: जयकारों से गूंज उठीं bbox=[12, 68, 385, 127]
divider bbox=[12, 1488, 578, 1490]
ravivar-article bbox=[625, 419, 858, 776]
